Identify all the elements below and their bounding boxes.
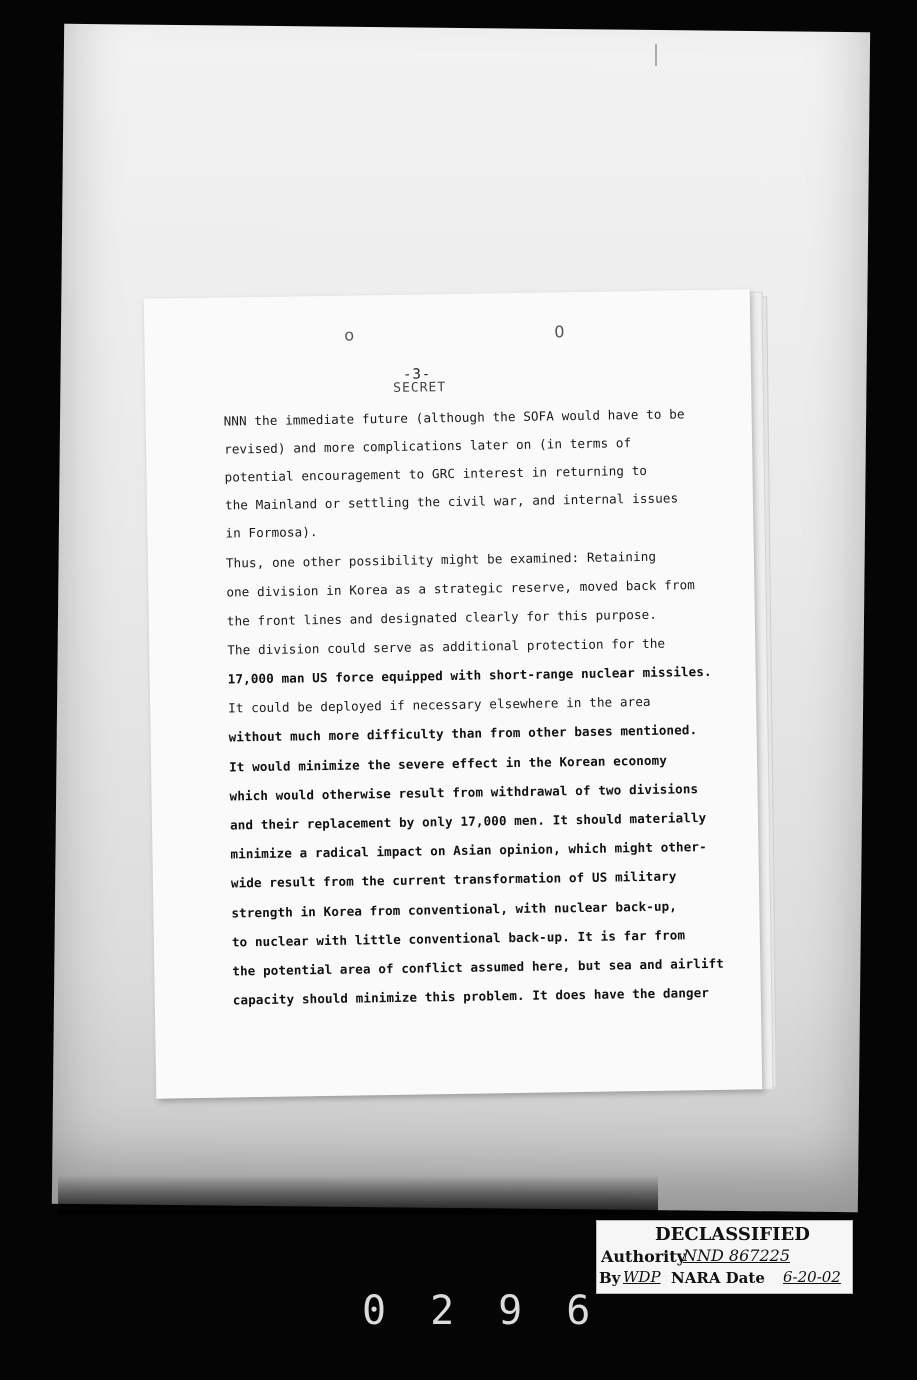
text-line: the potential area of conflict assumed here, but sea and airlift <box>232 955 725 979</box>
document-page <box>144 289 762 1098</box>
text-line: capacity should minimize this problem. It does have the danger <box>232 985 710 1008</box>
text-line: NNN the immediate future (although the SOFA would have to be <box>223 406 685 429</box>
punch-hole-mark: 0 <box>554 322 565 342</box>
declassified-stamp <box>596 1220 853 1294</box>
text-line: potential encouragement to GRC interest in returning to <box>224 462 648 485</box>
stamp-nara-date-label: NARA Date <box>671 1269 765 1287</box>
text-line: without much more difficulty than from other bases mentioned. <box>228 722 698 745</box>
text-line: 17,000 man US force equipped with short-range nuclear missiles. <box>227 663 712 687</box>
stamp-authority-value: NND 867225 <box>683 1246 790 1265</box>
text-line: which would otherwise result from withdrawal of two divisions <box>229 781 699 804</box>
bed-shadow <box>58 1175 658 1215</box>
text-line: to nuclear with little conventional back-up. It is far from <box>231 927 686 950</box>
text-line: the front lines and designated clearly for this purpose. <box>226 606 658 629</box>
text-line: and their replacement by only 17,000 men. It should materially <box>229 810 707 833</box>
text-line: wide result from the current transformation of US military <box>230 868 677 891</box>
text-line: The division could serve as additional protection for the <box>227 635 666 658</box>
stamp-date-value: 6-20-02 <box>783 1268 841 1286</box>
text-line: minimize a radical impact on Asian opinion, which might other- <box>230 839 707 862</box>
classification-marking: SECRET <box>393 380 447 396</box>
text-line: one division in Korea as a strategic reserve, moved back from <box>226 577 696 600</box>
text-line: revised) and more complications later on (in terms of <box>224 435 632 457</box>
text-line: Thus, one other possibility might be examined: Retaining <box>225 548 657 571</box>
text-line: It would minimize the severe effect in the Korean economy <box>229 752 668 775</box>
stamp-by-value: WDP <box>623 1268 661 1286</box>
text-line: It could be deployed if necessary elsewhere in the area <box>228 693 651 716</box>
punch-hole-mark: o <box>344 325 355 345</box>
stamp-title: DECLASSIFIED <box>655 1224 810 1245</box>
text-line: strength in Korea from conventional, with nuclear back-up, <box>231 898 678 921</box>
text-line: the Mainland or settling the civil war, and internal issues <box>224 490 679 513</box>
stamp-authority-label: Authority <box>601 1247 686 1266</box>
page-number: -3- <box>402 366 432 383</box>
stamp-by-label: By <box>599 1269 621 1287</box>
text-line: in Formosa). <box>225 524 318 541</box>
frame-number: 0296 <box>362 1288 635 1334</box>
paper-crease <box>655 44 657 66</box>
